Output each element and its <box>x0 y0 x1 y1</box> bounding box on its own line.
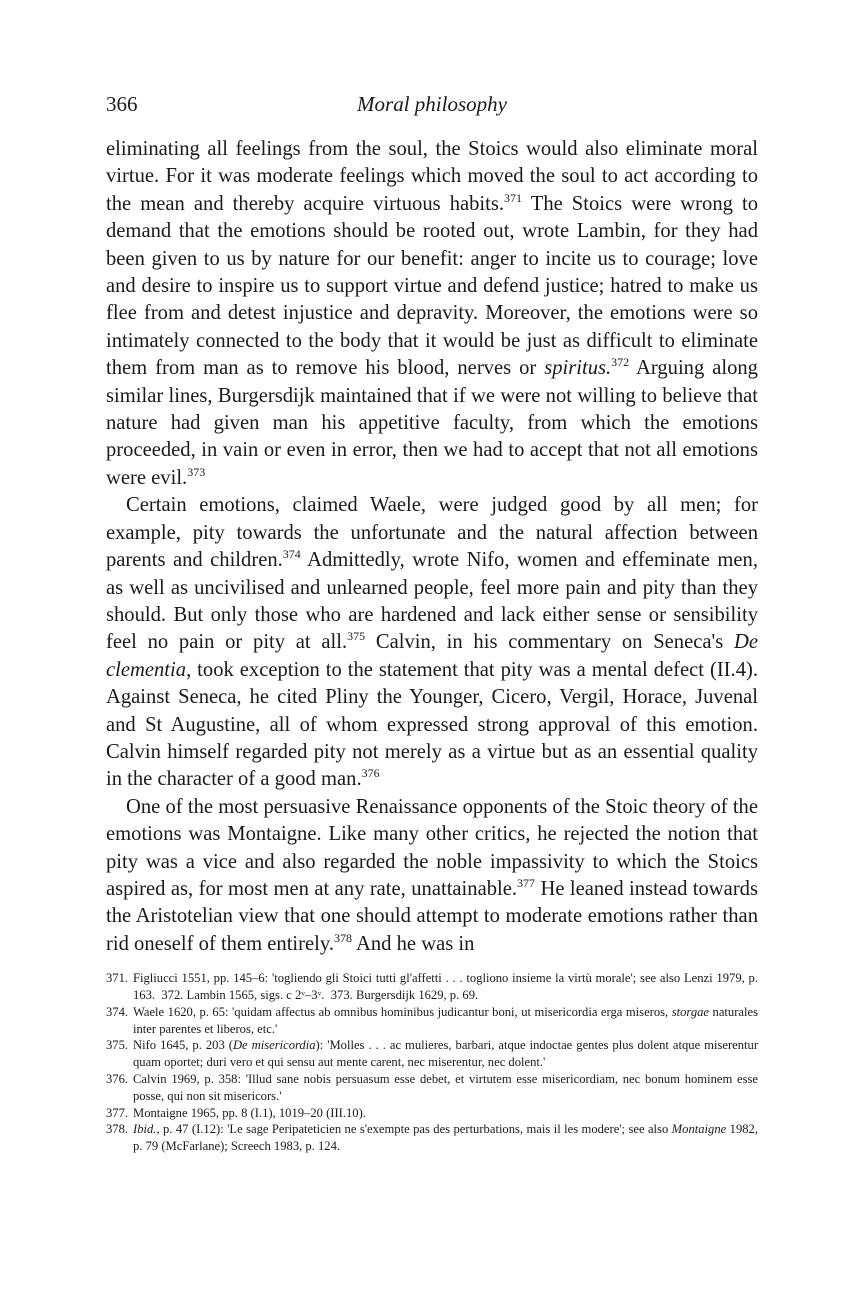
footnote-italic: storgae <box>671 1004 710 1019</box>
footnote-ref-377: 377 <box>517 875 536 890</box>
book-page <box>106 92 758 1155</box>
text-run: eliminating all feelings from the soul, the Stoics would also eliminate moral virtue. For it was moderate feelings which moved the soul to act according to the mean and thereby acquire virtuous habits. <box>106 138 758 215</box>
footnote-number: 371. <box>106 971 129 986</box>
footnote-ref-378: 378 <box>333 930 352 945</box>
text-run: , took exception to the statement that pity was a mental defect (II.4). Against Seneca, he cited Pliny the Younger, Cicero, Vergil, Horace, Juvenal and St Augustine, all of whom expressed strong approval of this emotion. Calvin himself regarded pity not merely as a virtue but as an essential quality in the character of a good man. <box>106 658 758 791</box>
main-text <box>106 136 758 958</box>
footnote-italic: Ibid. <box>133 1122 157 1137</box>
text-run: He leaned instead towards the Aristotelian view that one should attempt to moderate emotions rather than rid oneself of them entirely. <box>106 877 758 955</box>
page-number: 366 <box>106 92 138 116</box>
footnote-text: Figliucci 1551, pp. 145–6: 'togliendo gli Stoici tutti gl'affetti . . . togliono insieme la virtù morale'; see also Lenzi 1979, p. 163. <box>133 971 758 1002</box>
footnote-ref-374: 374 <box>282 547 301 562</box>
footnote-ref-373: 373 <box>187 464 206 479</box>
footnote-number: 374. <box>106 1004 129 1019</box>
text-run: The Stoics were wrong to demand that the emotions should be rooted out, wrote Lambin, for they had been given to us by nature for our benefit: anger to incite us to courage; love and desire to inspire us to support virtue and defend justice; hatred to make us flee from and detest injustice and depravity. Moreover, the emotions were so intimately connected to the body that it would be just as difficult to eliminate them from man as to remove his blood, nerves or <box>106 192 758 380</box>
footnote-text: Montaigne 1965, pp. 8 (I.1), 1019–20 (III.10). <box>133 1105 366 1120</box>
footnote-number: 372. <box>161 987 184 1002</box>
footnotes <box>106 970 758 1155</box>
footnote-ref-371: 371 <box>504 190 523 205</box>
footnote-text: 1982, p. 79 (McFarlane); Screech 1983, p. 124. <box>133 1122 759 1154</box>
footnote-text: Lambin 1565, sigs. c 2ᵛ–3ᵛ. <box>186 987 325 1002</box>
italic-term: spiritus. <box>544 357 612 380</box>
footnote-italic: De misericordia <box>232 1038 316 1053</box>
text-run: Admittedly, wrote Nifo, women and effeminate men, as well as uncivilised and unlearned people, feel more pain and pity than they should. But only those who are hardened and lack either sense or sensibility feel no pain or pity at all. <box>106 549 759 654</box>
footnote-ref-376: 376 <box>361 766 380 781</box>
page-header <box>106 92 758 122</box>
footnote-375 <box>106 1037 758 1071</box>
footnote-text: Waele 1620, p. 65: 'quidam affectus ab omnibus hominibus judicantur boni, ut misericordia erga miseros, <box>133 1004 672 1019</box>
paragraph-1 <box>106 136 758 492</box>
paragraph-3 <box>106 794 758 958</box>
footnote-374 <box>106 1004 758 1038</box>
footnote-377 <box>106 1105 758 1122</box>
running-title: Moral philosophy <box>357 92 507 116</box>
footnote-number: 376. <box>106 1071 129 1086</box>
footnote-number: 377. <box>106 1105 129 1120</box>
footnote-text: Nifo 1645, p. 203 ( <box>133 1038 233 1053</box>
text-run: Certain emotions, claimed Waele, were judged good by all men; for example, pity towards the unfortunate and the natural affection between parents and children. <box>106 494 758 572</box>
text-run: One of the most persuasive Renaissance opponents of the Stoic theory of the emotions was Montaigne. Like many other critics, he rejected the notion that pity was a vice and also regarded the noble impassivity to which the Stoics aspired as, for most men at any rate, unattainable. <box>106 795 758 900</box>
footnote-text: , p. 47 (I.12): 'Le sage Peripateticien ne s'exempte pas des perturbations, mais il les modere'; see also <box>156 1122 672 1137</box>
footnote-376 <box>106 1071 758 1105</box>
footnote-text: Burgersdijk 1629, p. 69. <box>355 987 479 1002</box>
text-run: And he was in <box>351 932 475 955</box>
footnote-number: 373. <box>330 987 353 1002</box>
footnote-ref-375: 375 <box>347 629 366 644</box>
text-run: Calvin, in his commentary on Seneca's <box>365 631 734 654</box>
footnote-text: Calvin 1969, p. 358: 'Illud sane nobis persuasum esse debet, et virtutem esse misericordiam, nec bonum hominem esse posse, qui non sit misericors.' <box>133 1071 758 1103</box>
footnote-371-373 <box>106 970 758 1004</box>
footnote-ref-372: 372 <box>611 355 630 370</box>
footnote-number: 375. <box>106 1038 129 1053</box>
footnote-text: naturales inter parentes et liberos, etc.' <box>133 1004 758 1036</box>
footnote-text: ): 'Molles . . . ac mulieres, barbari, atque indoctae gentes plus dolent atque miserentur quam oportet; duri vero et qui sensu aut mente carent, nec miserentur, nec dolent.' <box>133 1038 759 1070</box>
footnote-number: 378. <box>106 1122 129 1137</box>
text-run: Arguing along similar lines, Burgersdijk maintained that if we were not willing to believe that nature had given man his appetitive faculty, from which the emotions proceeded, in vain or even in error, then we had to accept that not all emotions were evil. <box>106 357 758 489</box>
footnote-378 <box>106 1121 758 1155</box>
italic-title: De clementia <box>106 631 758 681</box>
footnote-italic: Montaigne <box>671 1122 727 1137</box>
paragraph-2 <box>106 492 758 793</box>
